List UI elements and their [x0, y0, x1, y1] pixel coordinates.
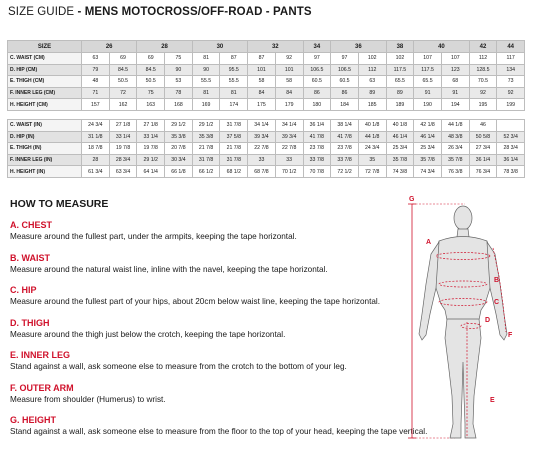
measure-step-title: E. INNER LEG [10, 350, 71, 360]
table-cell: 76 3/8 [441, 166, 469, 178]
figure-label-d: D [485, 317, 491, 324]
table-cell: 101 [248, 64, 276, 76]
table-cell: 97 [303, 53, 331, 65]
table-cell: 175 [248, 99, 276, 111]
table-cell: 46 1/4 [386, 131, 414, 143]
size-header-cell: 36 [331, 41, 386, 53]
table-cell: 27 1/8 [137, 119, 165, 131]
table-cell: 28 3/4 [497, 143, 525, 155]
measure-step-description: Stand against a wall, ask someone else to measure from the floor to the top of your head, keeping the tape vertical. [10, 427, 428, 436]
size-table [7, 40, 525, 178]
table-cell: 33 1/4 [137, 131, 165, 143]
figure-label-g: G [409, 196, 415, 203]
table-cell: 41 7/8 [303, 131, 331, 143]
table-cell: 63 3/4 [109, 166, 137, 178]
table-cell: 63 [82, 53, 110, 65]
measure-step [10, 350, 410, 383]
size-header-cell: 38 [386, 41, 414, 53]
table-cell: 157 [82, 99, 110, 111]
measure-step-title: F. OUTER ARM [10, 382, 74, 393]
table-cell: 31 7/8 [192, 154, 220, 166]
table-cell: 184 [331, 99, 359, 111]
table-cell: 36 1/4 [303, 119, 331, 131]
table-cell: 106.5 [331, 64, 359, 76]
table-cell: 92 [275, 53, 303, 65]
size-header-row [8, 41, 525, 53]
table-cell: 60.5 [331, 76, 359, 88]
table-cell: 69 [137, 53, 165, 65]
table-cell: 66 1/8 [165, 166, 193, 178]
table-cell: 39 3/4 [248, 131, 276, 143]
measure-step-title: C. HIP [10, 285, 37, 295]
row-label: F. INNER LEG (IN) [8, 154, 82, 166]
table-cell: 180 [303, 99, 331, 111]
size-header-cell: 34 [303, 41, 331, 53]
table-cell: 44 1/8 [358, 131, 386, 143]
table-row [8, 119, 525, 131]
table-cell: 71 [82, 87, 110, 99]
table-cell: 29 1/2 [192, 119, 220, 131]
table-cell: 22 7/8 [248, 143, 276, 155]
measure-step-title: D. THIGH [10, 317, 50, 328]
table-cell: 106.5 [303, 64, 331, 76]
table-cell: 68 1/2 [220, 166, 248, 178]
title-prefix: SIZE GUIDE [8, 6, 75, 18]
measure-step-description: Measure around the fullest part of your hips, about 20cm below waist line, keeping the tape horizontal. [10, 297, 381, 306]
table-cell: 34 1/4 [275, 119, 303, 131]
table-row [8, 53, 525, 65]
table-cell: 74 3/4 [414, 166, 442, 178]
table-cell: 194 [441, 99, 469, 111]
table-cell: 41 7/8 [331, 131, 359, 143]
size-header-label: SIZE [8, 41, 82, 53]
table-cell: 28 [82, 154, 110, 166]
table-cell: 78 3/8 [497, 166, 525, 178]
table-cell: 42 1/8 [414, 119, 442, 131]
table-row [8, 64, 525, 76]
table-cell: 91 [414, 87, 442, 99]
table-cell: 65.5 [414, 76, 442, 88]
table-cell: 33 [275, 154, 303, 166]
measure-step-title: B. WAIST [10, 252, 50, 263]
table-cell: 81 [192, 53, 220, 65]
table-cell: 68 [441, 76, 469, 88]
title-main: - MENS MOTOCROSS/OFF-ROAD - PANTS [74, 6, 312, 18]
table-cell: 23 7/8 [331, 143, 359, 155]
table-cell: 68 7/8 [248, 166, 276, 178]
table-cell: 31 7/8 [220, 119, 248, 131]
table-cell: 89 [386, 87, 414, 99]
table-cell: 66 1/2 [192, 166, 220, 178]
row-label: F. INNER LEG (CM) [8, 87, 82, 99]
table-row [8, 166, 525, 178]
size-header-cell: 42 [469, 41, 497, 53]
table-cell: 162 [109, 99, 137, 111]
table-cell: 76 3/4 [469, 166, 497, 178]
table-cell: 35 [358, 154, 386, 166]
table-cell: 52 3/4 [497, 131, 525, 143]
figure-label-e: E [490, 397, 495, 404]
table-cell: 90 [192, 64, 220, 76]
body-measurement-figure [395, 192, 530, 448]
table-cell: 58 [248, 76, 276, 88]
measure-step [10, 415, 428, 448]
table-cell: 46 1/4 [414, 131, 442, 143]
table-row [8, 99, 525, 111]
table-cell: 84 [275, 87, 303, 99]
table-cell: 117 [497, 53, 525, 65]
table-cell: 168 [165, 99, 193, 111]
table-cell: 92 [469, 87, 497, 99]
figure-label-b: B [494, 277, 500, 284]
table-cell: 101 [275, 64, 303, 76]
table-cell: 72 1/2 [331, 166, 359, 178]
table-cell: 95.5 [220, 64, 248, 76]
table-cell: 75 [165, 53, 193, 65]
measure-step [10, 318, 410, 351]
table-cell: 50.5 [109, 76, 137, 88]
table-cell: 40 1/8 [358, 119, 386, 131]
table-cell: 22 7/8 [275, 143, 303, 155]
table-cell: 50 5/8 [469, 131, 497, 143]
table-cell: 44 1/8 [441, 119, 469, 131]
table-cell: 21 7/8 [220, 143, 248, 155]
size-header-cell: 44 [497, 41, 525, 53]
table-cell: 107 [441, 53, 469, 65]
size-header-cell: 26 [82, 41, 137, 53]
table-cell: 63 [358, 76, 386, 88]
table-cell: 33 7/8 [303, 154, 331, 166]
table-cell: 38 1/4 [331, 119, 359, 131]
size-header-cell: 32 [248, 41, 303, 53]
table-cell: 123 [441, 64, 469, 76]
table-cell: 50.5 [137, 76, 165, 88]
measure-step-title: G. HEIGHT [10, 415, 57, 425]
table-spacer [8, 110, 525, 119]
table-cell: 107 [414, 53, 442, 65]
table-cell: 190 [414, 99, 442, 111]
table-cell: 58 [275, 76, 303, 88]
table-cell: 79 [82, 64, 110, 76]
table-cell: 28 3/4 [109, 154, 137, 166]
table-cell: 112 [469, 53, 497, 65]
table-cell: 117.5 [386, 64, 414, 76]
row-label: C. WAIST (IN) [8, 119, 82, 131]
measure-step-description: Measure around the fullest part, under the armpits, keeping the tape horizontal. [10, 232, 297, 241]
table-cell: 64 1/4 [137, 166, 165, 178]
table-cell [497, 119, 525, 131]
table-cell: 18 7/8 [82, 143, 110, 155]
table-cell: 24 3/4 [358, 143, 386, 155]
table-cell: 86 [303, 87, 331, 99]
table-cell: 19 7/8 [109, 143, 137, 155]
how-to-measure-heading: HOW TO MEASURE [10, 198, 109, 210]
measure-step-description: Stand against a wall, ask someone else to measure from the crotch to the bottom of your leg. [10, 362, 347, 371]
table-cell: 117.5 [414, 64, 442, 76]
table-cell: 25 3/4 [414, 143, 442, 155]
table-cell: 87 [220, 53, 248, 65]
table-cell: 35 7/8 [414, 154, 442, 166]
table-cell: 61 3/4 [82, 166, 110, 178]
table-cell: 78 [165, 87, 193, 99]
table-cell: 29 1/2 [137, 154, 165, 166]
table-cell: 26 3/4 [441, 143, 469, 155]
table-cell: 195 [469, 99, 497, 111]
table-cell: 81 [192, 87, 220, 99]
table-cell: 20 7/8 [165, 143, 193, 155]
table-cell: 33 1/4 [109, 131, 137, 143]
table-cell: 112 [358, 64, 386, 76]
table-cell: 34 1/4 [248, 119, 276, 131]
table-cell: 21 7/8 [192, 143, 220, 155]
row-label: C. WAIST (CM) [8, 53, 82, 65]
table-cell: 25 3/4 [386, 143, 414, 155]
table-cell: 27 3/4 [469, 143, 497, 155]
measure-step-description: Measure around the thigh just below the crotch, keeping the tape horizontal. [10, 329, 286, 339]
measure-step-description: Measure around the natural waist line, inline with the navel, keeping the tape horizontal. [10, 264, 328, 274]
table-cell: 48 [82, 76, 110, 88]
table-cell: 37 5/8 [220, 131, 248, 143]
table-cell: 189 [386, 99, 414, 111]
table-cell: 102 [386, 53, 414, 65]
figure-label-f: F [508, 332, 513, 339]
table-cell: 31 7/8 [220, 154, 248, 166]
table-row [8, 76, 525, 88]
table-cell: 70 1/2 [275, 166, 303, 178]
table-cell: 19 7/8 [137, 143, 165, 155]
table-cell: 72 7/8 [358, 166, 386, 178]
table-cell: 97 [331, 53, 359, 65]
measure-step [10, 383, 410, 416]
spacer-cell [8, 110, 525, 119]
table-cell: 72 [109, 87, 137, 99]
size-header-cell: 40 [414, 41, 469, 53]
table-cell: 40 1/8 [386, 119, 414, 131]
measure-step [10, 253, 410, 286]
size-header-cell: 30 [192, 41, 247, 53]
table-cell: 84 [248, 87, 276, 99]
table-cell: 84.5 [137, 64, 165, 76]
table-cell: 35 3/8 [165, 131, 193, 143]
table-cell: 185 [358, 99, 386, 111]
row-label: D. HIP (CM) [8, 64, 82, 76]
table-cell: 92 [497, 87, 525, 99]
table-cell: 163 [137, 99, 165, 111]
table-cell: 199 [497, 99, 525, 111]
table-cell: 65.5 [386, 76, 414, 88]
table-cell: 36 1/4 [469, 154, 497, 166]
table-cell: 90 [165, 64, 193, 76]
table-cell: 36 1/4 [497, 154, 525, 166]
table-row [8, 131, 525, 143]
table-cell: 55.5 [192, 76, 220, 88]
size-header-cell: 28 [137, 41, 192, 53]
table-row [8, 87, 525, 99]
table-cell: 74 3/8 [386, 166, 414, 178]
figure-label-c: C [494, 299, 500, 306]
table-row [8, 154, 525, 166]
table-cell: 60.5 [303, 76, 331, 88]
table-cell: 102 [358, 53, 386, 65]
table-cell: 46 [469, 119, 497, 131]
table-cell: 29 1/2 [165, 119, 193, 131]
table-cell: 89 [358, 87, 386, 99]
table-cell: 73 [497, 76, 525, 88]
page-title [8, 6, 312, 18]
table-cell: 35 7/8 [386, 154, 414, 166]
table-cell: 35 3/8 [192, 131, 220, 143]
measure-step [10, 220, 410, 253]
table-cell: 174 [220, 99, 248, 111]
table-cell: 81 [220, 87, 248, 99]
table-cell: 39 3/4 [275, 131, 303, 143]
table-cell: 33 7/8 [331, 154, 359, 166]
table-cell: 70.5 [469, 76, 497, 88]
table-cell: 169 [192, 99, 220, 111]
figure-label-a: A [426, 239, 432, 246]
table-cell: 87 [248, 53, 276, 65]
row-label: H. HEIGHT (CM) [8, 99, 82, 111]
table-cell: 33 [248, 154, 276, 166]
table-cell: 23 7/8 [303, 143, 331, 155]
table-cell: 179 [275, 99, 303, 111]
table-cell: 91 [441, 87, 469, 99]
row-label: D. HIP (IN) [8, 131, 82, 143]
table-cell: 48 3/8 [441, 131, 469, 143]
table-cell: 75 [137, 87, 165, 99]
table-row [8, 143, 525, 155]
measure-steps [10, 220, 428, 448]
measure-step-description: Measure from shoulder (Humerus) to wrist. [10, 394, 166, 404]
table-cell: 69 [109, 53, 137, 65]
table-cell: 27 1/8 [109, 119, 137, 131]
table-cell: 24 3/4 [82, 119, 110, 131]
table-cell: 55.5 [220, 76, 248, 88]
table-cell: 30 3/4 [165, 154, 193, 166]
table-cell: 86 [331, 87, 359, 99]
table-cell: 84.5 [109, 64, 137, 76]
table-cell: 53 [165, 76, 193, 88]
table-cell: 70 7/8 [303, 166, 331, 178]
table-cell: 35 7/8 [441, 154, 469, 166]
row-label: H. HEIGHT (IN) [8, 166, 82, 178]
row-label: E. THIGH (CM) [8, 76, 82, 88]
table-cell: 128.5 [469, 64, 497, 76]
table-cell: 31 1/8 [82, 131, 110, 143]
table-cell: 134 [497, 64, 525, 76]
row-label: E. THIGH (IN) [8, 143, 82, 155]
measure-step [10, 285, 410, 318]
measure-step-title: A. CHEST [10, 220, 53, 230]
